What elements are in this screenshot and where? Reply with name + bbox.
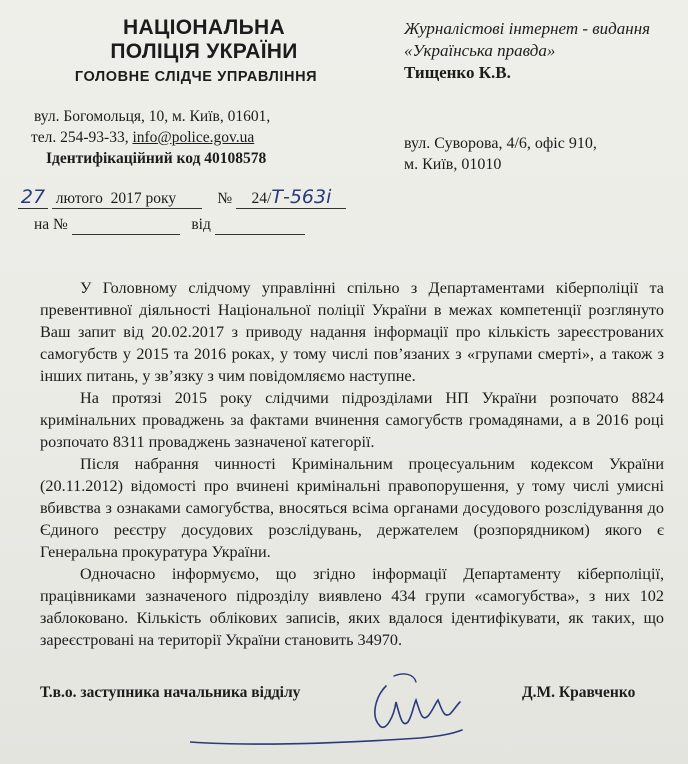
sender-organization: [74, 16, 334, 64]
sender-department: ГОЛОВНЕ СЛІДЧЕ УПРАВЛІННЯ: [74, 69, 318, 85]
body-paragraph: У Головному слідчому управлінні спільно з Департаментами кіберполіції та превентивної діяльності Національної поліції України в межах компетенції розглянуто Ваш запит від 20.02.2017 з приводу надання інформації про кількість зареєстрованих самогубств у 2015 та 2016 роках, у тому числі пов’язаних з «групами смерті», а також з інших питань, у зв’язку з чим повідомляємо наступне.: [40, 279, 664, 385]
letter-body: [40, 277, 664, 651]
recipient-line2: «Українська правда»: [404, 41, 556, 60]
reference-number-label: на №: [34, 216, 68, 233]
signatory-name: Д.М. Кравченко: [522, 684, 636, 701]
org-name-line1: НАЦІОНАЛЬНА: [123, 16, 285, 39]
signatory-position: Т.в.о. заступника начальника відділу: [40, 684, 301, 701]
body-paragraph: На протязі 2015 року слідчими підрозділами НП України розпочато 8824 кримінальних проваджень за фактами вчинення самогубств громадянами, а в 2016 році розпочато 8311 проваджень зазначеної категорії.: [40, 389, 664, 451]
sender-email-link[interactable]: info@police.gov.ua: [132, 129, 255, 146]
date-day-field: [18, 186, 48, 209]
sender-address: вул. Богомольця, 10, м. Київ, 01601,: [34, 108, 271, 125]
reference-number-blank: [72, 216, 180, 235]
recipient-address-line2: м. Київ, 01010: [404, 156, 502, 173]
number-handwritten: Т-563і: [271, 186, 332, 208]
document-number-field: [236, 186, 346, 209]
recipient-address-line1: вул. Суворова, 4/6, офіс 910,: [404, 135, 597, 152]
recipient-line1: Журналістові інтернет - видання: [404, 19, 651, 38]
date-month-year-field: [52, 190, 202, 209]
sender-phone-email: [31, 127, 270, 148]
org-name-line2: ПОЛІЦІЯ УКРАЇНИ: [110, 40, 298, 63]
date-year: 2017 року: [110, 190, 177, 207]
sender-contacts: [31, 106, 271, 169]
number-prefix: 24/: [251, 190, 272, 207]
reference-date-label: від: [191, 216, 211, 233]
recipient-name: Тищенко К.В.: [404, 63, 511, 82]
date-number-line: [18, 186, 358, 209]
body-paragraph: Одночасно інформуємо, що згідно інформації Департаменту кіберполіції, працівниками зазначеного підрозділу виявлено 434 групи «самогубства», з них 102 заблоковано. Кількість облікових записів, яких вдалося ідентифікувати, як таких, що зареєстровані на території України становить 34970.: [40, 565, 664, 649]
recipient-block: [404, 18, 650, 84]
date-day: 27: [20, 186, 46, 208]
number-sign: №: [217, 190, 233, 207]
body-paragraph: Після набрання чинності Кримінальним процесуальним кодексом України (20.11.2012) відомості про вчинені кримінальні правопорушення, у тому числі умисні вбивства з ознаками самогубства, вносяться всіма органами досудового розслідування до Єдиного реєстру досудових розслідувань, держателем (розпорядником) якого є Генеральна прокуратура України.: [40, 455, 664, 561]
sender-id-code: Ідентифікаційний код 40108578: [46, 150, 267, 167]
reference-line: [34, 216, 305, 235]
recipient-address: [404, 133, 597, 175]
handwritten-signature: [190, 656, 490, 756]
reference-date-blank: [215, 216, 305, 235]
date-month: лютого: [55, 190, 103, 207]
sender-phone: тел. 254-93-33,: [31, 129, 133, 146]
